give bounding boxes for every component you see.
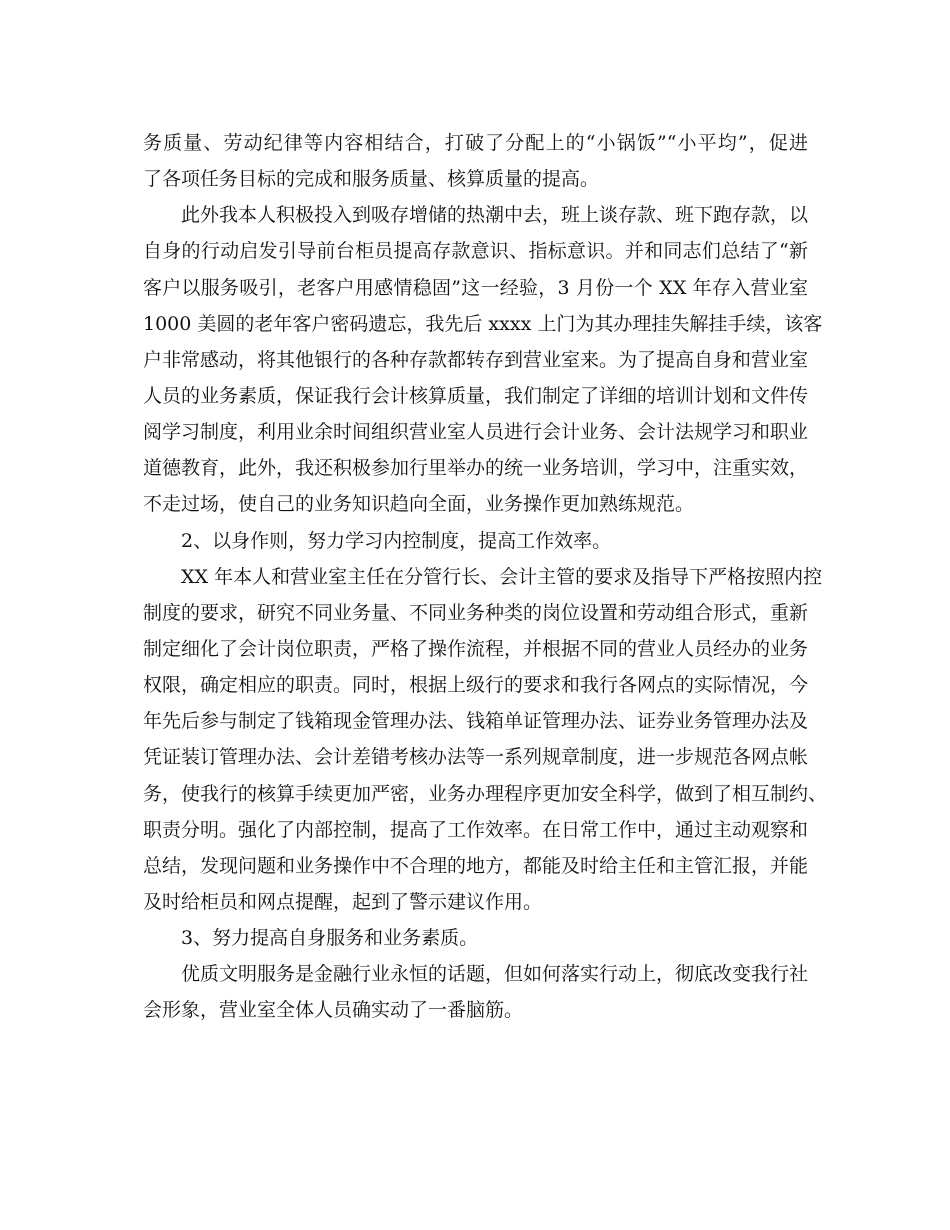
text-line: 客户以服务吸引，老客户用感情稳固”这一经验，3 月份一个 XX 年存入营业室 bbox=[143, 276, 808, 299]
text-line: 户非常感动，将其他银行的各种存款都转存到营业室来。为了提高自身和营业室 bbox=[143, 348, 809, 371]
paragraph-first-line: 3、努力提高自身服务和业务素质。 bbox=[181, 927, 479, 950]
paragraph-first-line: XX 年本人和营业室主任在分管行长、会计主管的要求及指导下严格按照内控 bbox=[181, 565, 823, 588]
paragraph-first-line: 此外我本人积极投入到吸存增储的热潮中去，班上谈存款、班下跑存款，以 bbox=[181, 204, 809, 227]
text-line: 权限，确定相应的职责。同时，根据上级行的要求和我行各网点的实际情况，今 bbox=[143, 674, 809, 697]
text-line: 务质量、劳动纪律等内容相结合，打破了分配上的“小锅饭”“小平均”，促进 bbox=[143, 132, 808, 154]
text-line: 务，使我行的核算手续更加严密，业务办理程序更加安全科学，做到了相互制约、 bbox=[143, 782, 828, 805]
text-line: 及时给柜员和网点提醒，起到了警示建议作用。 bbox=[143, 890, 543, 913]
text-line: 凭证装订管理办法、会计差错考核办法等一系列规章制度，进一步规范各网点帐 bbox=[143, 746, 809, 769]
text-line: 人员的业务素质，保证我行会计核算质量，我们制定了详细的培训计划和文件传 bbox=[143, 384, 809, 407]
text-line: 阅学习制度，利用业余时间组织营业室人员进行会计业务、会计法规学习和职业 bbox=[143, 421, 809, 444]
text-line: 制定细化了会计岗位职责，严格了操作流程，并根据不同的营业人员经办的业务 bbox=[143, 637, 809, 660]
text-line: 年先后参与制定了钱箱现金管理办法、钱箱单证管理办法、证券业务管理办法及 bbox=[143, 710, 809, 733]
text-line: 1000 美圆的老年客户密码遗忘，我先后 xxxx 上门为其办理挂失解挂手续，该客 bbox=[143, 312, 823, 335]
text-line: 不走过场，使自己的业务知识趋向全面，业务操作更加熟练规范。 bbox=[143, 493, 695, 516]
text-line: 道德教育，此外，我还积极参加行里举办的统一业务培训，学习中，注重实效， bbox=[143, 457, 809, 480]
text-line: 制度的要求，研究不同业务量、不同业务种类的岗位设置和劳动组合形式，重新 bbox=[143, 601, 809, 624]
text-line: 会形象，营业室全体人员确实动了一番脑筋。 bbox=[143, 999, 524, 1022]
text-line: 自身的行动启发引导前台柜员提高存款意识、指标意识。并和同志们总结了“新 bbox=[143, 240, 808, 263]
document-body bbox=[143, 125, 828, 1029]
text-line: 职责分明。强化了内部控制，提高了工作效率。在日常工作中，通过主动观察和 bbox=[143, 818, 809, 841]
paragraph-first-line: 2、以身作则，努力学习内控制度，提高工作效率。 bbox=[181, 529, 612, 552]
text-line: 了各项任务目标的完成和服务质量、核算质量的提高。 bbox=[143, 168, 600, 191]
text-line: 总结，发现问题和业务操作中不合理的地方，都能及时给主任和主管汇报，并能 bbox=[143, 854, 809, 877]
paragraph-first-line: 优质文明服务是金融行业永恒的话题，但如何落实行动上，彻底改变我行社 bbox=[181, 963, 809, 986]
